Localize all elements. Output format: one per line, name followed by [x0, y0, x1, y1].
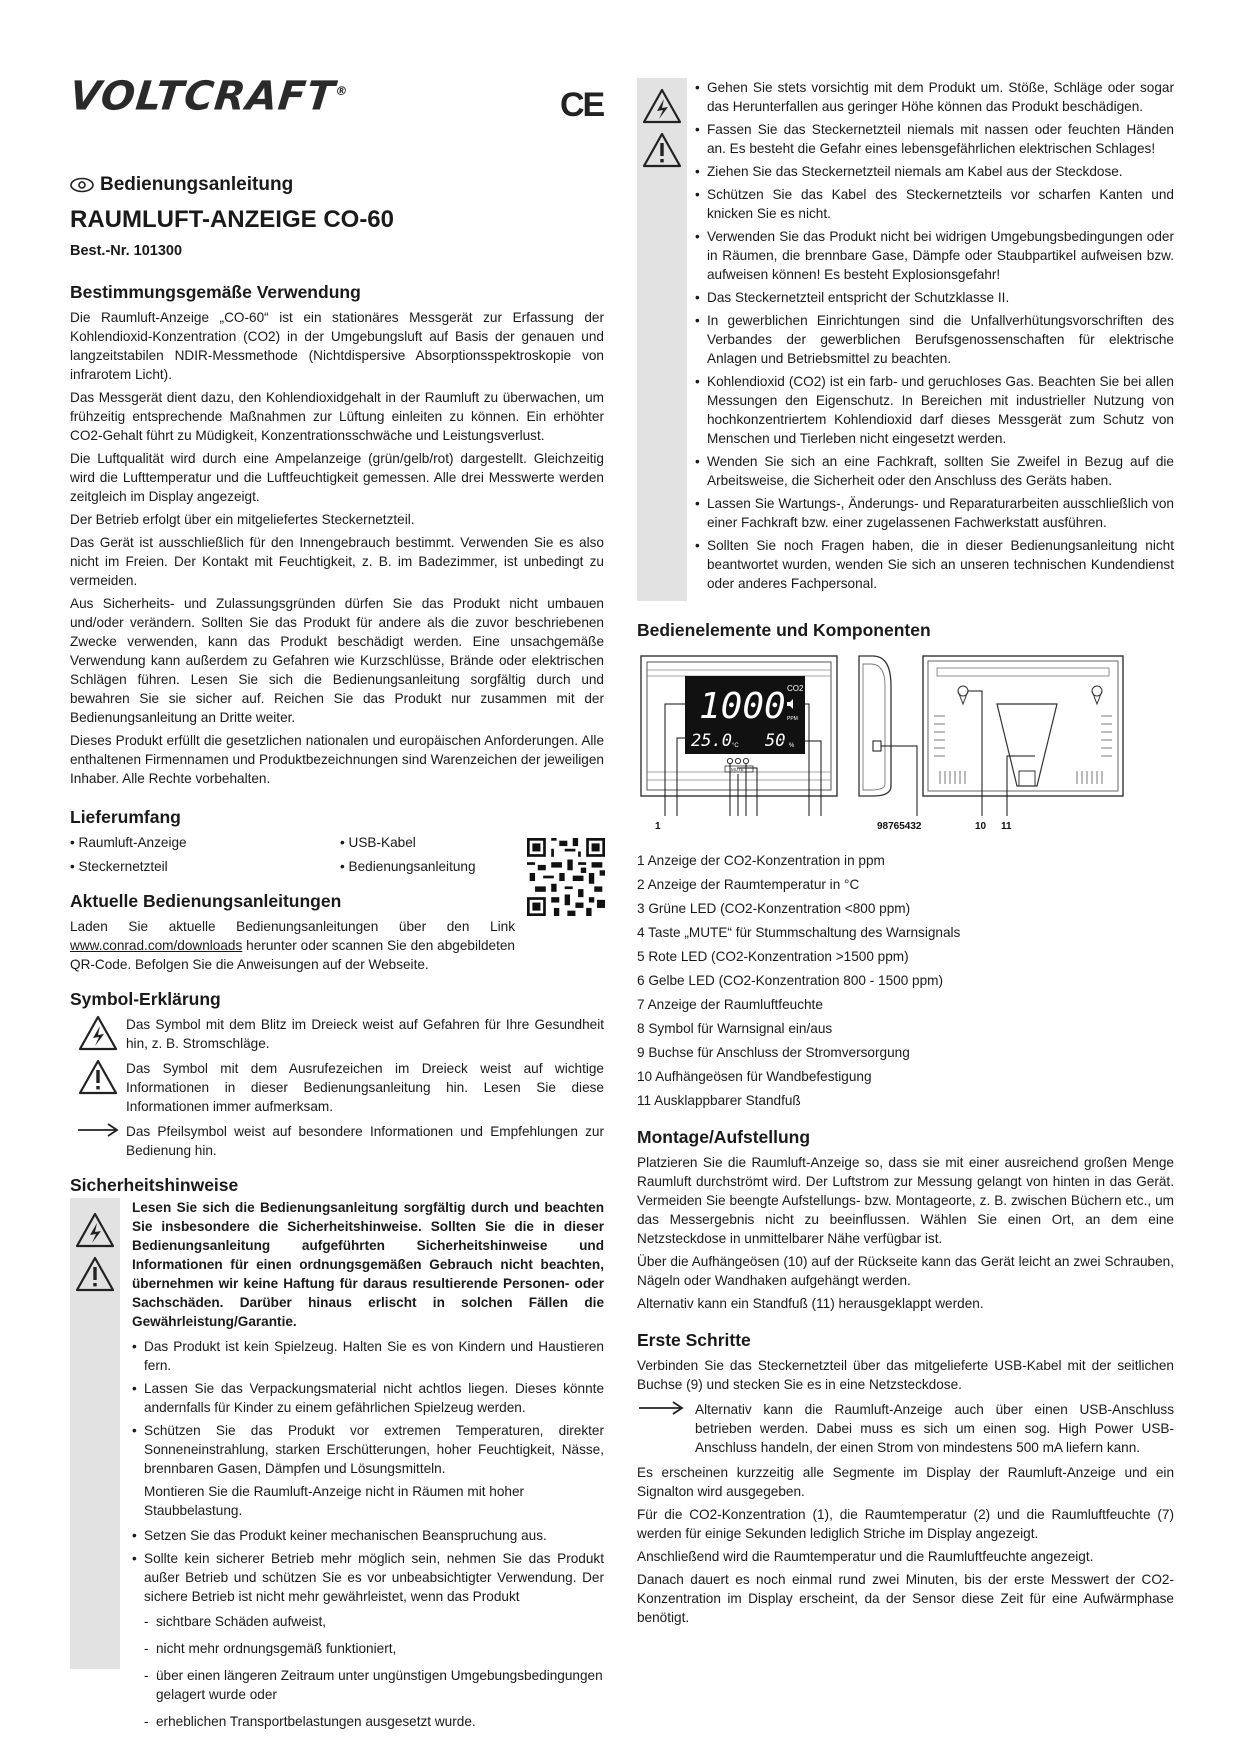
- display-co2-value: 1000: [699, 686, 786, 727]
- display-temp: 25.0: [691, 731, 732, 751]
- current-manuals-text: Laden Sie aktuelle Bedienungsanleitungen über den Link www.conrad.com/downloads herunter oder scannen Sie den abgebildeten QR-Code. Befolgen Sie die Anweisungen auf der Webseite.: [70, 919, 515, 972]
- lightning-warning-icon: [642, 88, 682, 124]
- eye-icon: [70, 177, 94, 193]
- list-item: • Raumluft-Anzeige: [70, 835, 187, 850]
- scope-heading: Lieferumfang: [70, 807, 181, 827]
- callout-1: 1: [655, 821, 661, 832]
- safety-list: • Das Produkt ist kein Spielzeug. Halten Sie es von Kindern und Haustieren fern. • Lassen Sie das Verpackungsmaterial nicht achtlos liegen. Dieses könnte andernfalls für Kinder zu einem gefährlichen Spielzeug werden. • Schützen Sie das Produkt vor extremen Temperaturen, direkter Sonneneinstrahlung, starken Erschütterungen, hoher Feuchtigkeit, Nässe, brennbaren Gasen, Dämpfen und Lösungsmitteln.: [132, 1337, 604, 1478]
- downloads-link[interactable]: www.conrad.com/downloads: [70, 938, 243, 953]
- manual-label: Bedienungsanleitung: [100, 174, 294, 195]
- arrow-right-icon: [76, 1122, 120, 1138]
- display-ppm: PPM: [787, 716, 798, 722]
- symbol-exclamation-text: Das Symbol mit dem Ausrufezeichen im Dreieck weist auf wichtige Informationen in dieser Bedienungsanleitung hin. Lesen Sie diese Informationen immer aufmerksam.: [126, 1061, 604, 1114]
- callout-10: 10: [975, 821, 987, 832]
- display-hum: 50: [765, 731, 786, 751]
- list-item: • USB-Kabel: [340, 835, 416, 850]
- exclamation-warning-icon: [75, 1256, 115, 1292]
- current-manuals-heading: Aktuelle Bedienungsanleitungen: [70, 891, 342, 911]
- components-list: [637, 851, 1174, 1110]
- list-item: 7 Anzeige der Raumluftfeuchte: [637, 997, 823, 1012]
- safety-sidebar-right: [637, 78, 687, 601]
- list-item: • Steckernetzteil: [70, 859, 168, 874]
- order-number: Best.-Nr. 101300: [70, 243, 183, 259]
- first-steps-heading: Erste Schritte: [637, 1330, 751, 1350]
- list-item: 5 Rote LED (CO2-Konzentration >1500 ppm): [637, 949, 909, 964]
- qr-code[interactable]: [527, 838, 605, 916]
- safety-dash-list: - sichtbare Schäden aufweist, - nicht mehr ordnungsgemäß funktioniert, - über einen längeren Zeitraum unter ungünstigen Umgebungsbedingungen gelagert wurde oder - erheblichen Transportbelastungen ausgesetzt wurde.: [144, 1612, 604, 1731]
- list-item: 1 Anzeige der CO2-Konzentration in ppm: [637, 853, 885, 868]
- lightning-warning-icon: [78, 1015, 118, 1051]
- first-steps-arrow-note: Alternativ kann die Raumluft-Anzeige auch über einen USB-Anschluss betrieben werden. Dabei muss es sich um einen sog. High Power USB-Anschluss handeln, der einen Strom von mindestens 500 mA liefern kann.: [695, 1402, 1174, 1455]
- safety-list-right: • Gehen Sie stets vorsichtig mit dem Produkt um. Stöße, Schläge oder sogar das Herunterfallen aus geringer Höhe können das Produkt beschädigen. • Fassen Sie das Steckernetzteil niemals mit nassen oder feuchten Händen an. Es besteht die Gefahr eines lebensgefährlichen elektrischen Schlages! • Ziehen Sie das Steckernetzteil niemals am Kabel aus der Steckdose. • Schützen Sie das Kabel des Steckernetzteils vor scharfen Kanten und knicken Sie es nicht. • Verwenden Sie das Produkt nicht bei widrigen Umgebungsbedingungen oder in Räumen, die brennbare Gase, Dämpfe oder Staubpartikel aufweisen bzw. aufweisen können! Es besteht Explosionsgefahr! • Das Steckernetzteil entspricht der Schutzklasse II. • In gewerblichen Einrichtungen sind die Unfallverhütungsvorschriften des Verbandes der gewerblichen Berufsgenossenschaften für elektrische Anlagen und Betriebsmittel zu beachten. • Kohlendioxid (CO2) ist ein farb- und geruchloses Gas. Beachten Sie bei allen Messungen den Eigenschutz. In Bereichen mit industrieller Nutzung von hochkonzentriertem Kohlendioxid darf dieses Messgerät zum Schutz von Menschen und Tierleben nicht eingesetzt werden. • Wenden Sie sich an eine Fachkraft, sollten Sie Zweifel in Bezug auf die Arbeitsweise, die Sicherheit oder den Anschluss des Geräts haben. • Lassen Sie Wartungs-, Änderungs- und Reparaturarbeiten ausschließlich von einer Fachkraft bzw. einer zugelassenen Fachwerkstatt ausführen. • Sollten Sie noch Fragen haben, die in dieser Bedienungsanleitung nicht beantwortet wurden, wenden Sie sich an unseren technischen Kundendienst oder anderes Fachpersonal.: [695, 78, 1174, 593]
- callout-11: 11: [1001, 821, 1012, 832]
- list-item: 8 Symbol für Warnsignal ein/aus: [637, 1021, 833, 1036]
- safety-note: Montieren Sie die Raumluft-Anzeige nicht in Räumen mit hoher Staubbelastung.: [144, 1484, 525, 1518]
- product-title: RAUMLUFT-ANZEIGE CO-60: [70, 206, 394, 233]
- exclamation-warning-icon: [78, 1059, 118, 1095]
- symbol-lightning-text: Das Symbol mit dem Blitz im Dreieck weist auf Gefahren für Ihre Gesundheit hin, z. B. Stromschläge.: [126, 1017, 604, 1051]
- symbols-heading: Symbol-Erklärung: [70, 989, 221, 1009]
- intended-use-text: Die Raumluft-Anzeige „CO-60“ ist ein stationäres Messgerät zur Erfassung der Kohlendioxid-Konzentration (CO2) in der Umgebungsluft auf Basis der genauen und langzeitstabilen NDIR-Messmethode (Nichtdispersive Absorptionsspektroskopie von infrarotem Licht). Das Messgerät dient dazu, den Kohlendioxidgehalt in der Raumluft zu überwachen, um frühzeitig entsprechende Maßnahmen zur Lüftung einleiten zu können. Ein erhöhter CO2-Gehalt führt zu Müdigkeit, Konzentrationsschwäche und Leistungsverlust. Die Luftqualität wird durch eine Ampelanzeige (grün/gelb/rot) dargestellt. Gleichzeitig wird die Lufttemperatur und die Luftfeuchtigkeit gemessen. Alle drei Messwerte werden zeitgleich im Display angezeigt. Der Betrieb erfolgt über ein mitgeliefertes Steckernetzteil. Das Gerät ist ausschließlich für den Innengebrauch bestimmt. Verwenden Sie es also nicht im Freien. Der Kontakt mit Feuchtigkeit, z. B. im Badezimmer, ist unbedingt zu vermeiden. Aus Sicherheits- und Zulassungsgründen dürfen Sie das Produkt nicht umbauen und/oder verändern. Sollten Sie das Produkt für andere als die zuvor beschriebenen Zwecke verwenden, kann das Produkt beschädigt werden. Eine unsachgemäße Verwendung kann außerdem zu Gefahren wie Kurzschlüsse, Brände oder elektrischen Schlägen führen. Lesen Sie sich die Bedienungsanleitung sorgfältig durch und bewahren Sie sie sicher auf. Reichen Sie das Produkt nur zusammen mit der Bedienungsanleitung an Dritte weiter. Dieses Produkt erfüllt die gesetzlichen nationalen und europäischen Anforderungen. Alle enthaltenen Firmennamen und Produktbezeichnungen sind Warenzeichen der jeweiligen Inhaber. Alle Rechte vorbehalten.: [70, 310, 604, 786]
- safety-intro: Lesen Sie sich die Bedienungsanleitung sorgfältig durch und beachten Sie insbesondere die Sicherheitshinweise. Sollten Sie die in dieser Bedienungsanleitung aufgeführten Sicherheitshinweise und Informationen für einen ordnungsgemäßen Gebrauch nicht beachten, übernehmen wir keine Haftung für daraus resultierende Personen- oder Sachschäden. Darüber hinaus erlischt in solchen Fällen die Gewährleistung/Garantie.: [132, 1200, 604, 1329]
- first-steps-intro: Verbinden Sie das Steckernetzteil über das mitgelieferte USB-Kabel mit der seitlichen Buchse (9) und stecken Sie es in eine Netzsteckdose.: [637, 1358, 1174, 1392]
- list-item: 4 Taste „MUTE“ für Stummschaltung des Warnsignals: [637, 925, 961, 940]
- lightning-warning-icon: [75, 1212, 115, 1248]
- display-co2-label: CO2: [787, 684, 804, 693]
- ce-mark: CE: [560, 86, 604, 124]
- mute-button-label: MUTE: [731, 767, 744, 772]
- display-hum-unit: %: [789, 743, 795, 749]
- first-steps-text: Es erscheinen kurzzeitig alle Segmente im Display der Raumluft-Anzeige und ein Signalton wird ausgegeben. Für die CO2-Konzentration (1), die Raumtemperatur (2) und die Raumluftfeuchte (7) werden für einige Sekunden lediglich Striche im Display angezeigt. Anschließend wird die Raumtemperatur und die Raumluftfeuchte angezeigt. Danach dauert es noch einmal rund zwei Minuten, bis der erste Messwert der CO2-Konzentration im Display erscheint, da der Sensor diese Zeit für eine Aufwärmphase benötigt.: [637, 1465, 1174, 1625]
- list-item: • Bedienungsanleitung: [340, 859, 476, 874]
- list-item: 3 Grüne LED (CO2-Konzentration <800 ppm): [637, 901, 911, 916]
- safety-sidebar: [70, 1198, 120, 1669]
- list-item: 6 Gelbe LED (CO2-Konzentration 800 - 1500 ppm): [637, 973, 944, 988]
- exclamation-warning-icon: [642, 132, 682, 168]
- list-item: 11 Ausklappbarer Standfuß: [637, 1093, 801, 1108]
- scope-list: [70, 833, 604, 876]
- brand-logo: VOLTCRAFT®: [67, 73, 350, 120]
- callout-98765432: 98765432: [877, 821, 922, 832]
- mounting-heading: Montage/Aufstellung: [637, 1127, 811, 1147]
- symbol-arrow-text: Das Pfeilsymbol weist auf besondere Informationen und Empfehlungen zur Bedienung hin.: [126, 1124, 604, 1158]
- safety-heading: Sicherheitshinweise: [70, 1175, 239, 1195]
- list-item: 10 Aufhängeösen für Wandbefestigung: [637, 1069, 872, 1084]
- safety-list-2: • Setzen Sie das Produkt keiner mechanischen Beanspruchung aus. • Sollte kein sicherer Betrieb mehr möglich sein, nehmen Sie das Produkt außer Betrieb und schützen Sie es vor unbeabsichtigter Verwendung. Der sichere Betrieb ist nicht mehr gewährleistet, wenn das Produkt: [132, 1526, 604, 1606]
- intended-use-heading: Bestimmungsgemäße Verwendung: [70, 282, 361, 302]
- list-item: 2 Anzeige der Raumtemperatur in °C: [637, 877, 860, 892]
- arrow-right-icon: [637, 1400, 685, 1416]
- display-temp-unit: °C: [732, 743, 739, 749]
- mounting-text: Platzieren Sie die Raumluft-Anzeige so, dass sie mit einer ausreichend großen Menge Raumluft durchströmt wird. Der Luftstrom zur Messung gelangt von hinten in das Gerät. Vermeiden Sie beengte Aufstellungs- bzw. Montageorte, z. B. zwischen Büchern etc., um das Messergebnis nicht zu beeinflussen. Wählen Sie einen Ort, an dem eine Netzsteckdose in unmittelbarer Nähe verfügbar ist. Über die Aufhängeösen (10) auf der Rückseite kann das Gerät leicht an zwei Schrauben, Nägeln oder Wandhaken aufgehängt werden. Alternativ kann ein Standfuß (11) herausgeklappt werden.: [637, 1155, 1174, 1311]
- components-heading: Bedienelemente und Komponenten: [637, 620, 931, 640]
- device-diagram: [637, 646, 1174, 841]
- list-item: 9 Buchse für Anschluss der Stromversorgung: [637, 1045, 910, 1060]
